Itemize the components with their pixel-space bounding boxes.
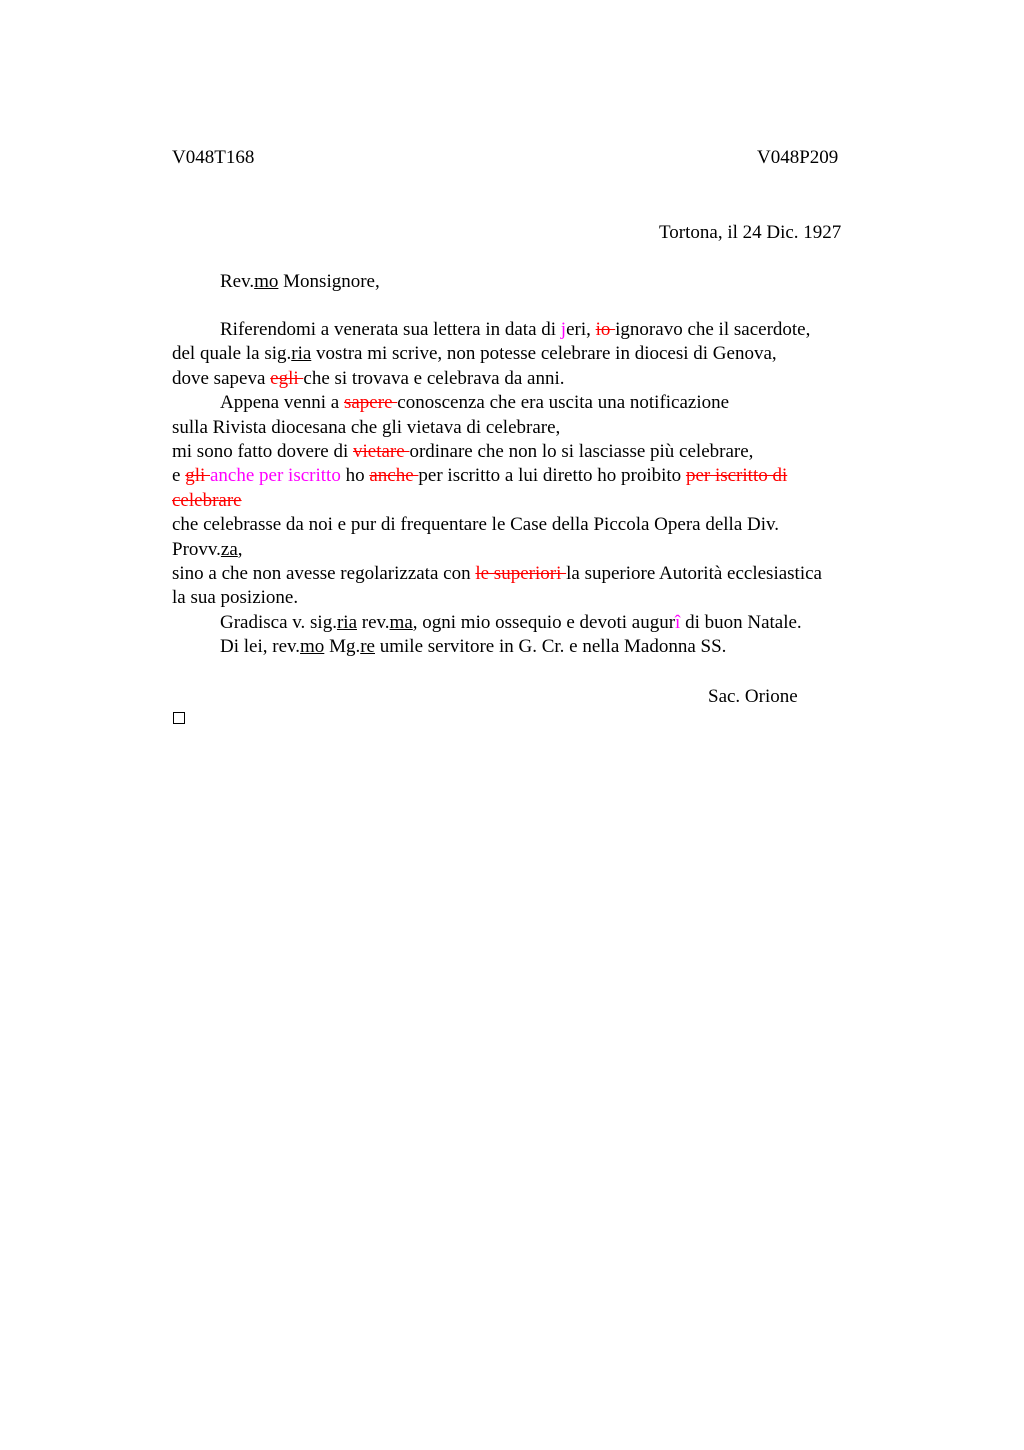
salutation-suffix: Monsignore,: [278, 271, 380, 292]
body-line-3: dove sapeva egli che si trovava e celebrava da anni.: [172, 367, 565, 389]
letter-date: Tortona, il 24 Dic. 1927: [659, 222, 842, 243]
insertion: j: [560, 319, 567, 340]
deletion: celebrare: [172, 489, 242, 511]
deletion: le superiori: [475, 562, 567, 584]
document-reference-right: V048P209: [757, 147, 839, 168]
deletion: egli: [270, 367, 304, 389]
body-line-12: la sua posizione.: [172, 587, 299, 609]
deletion: vietare: [353, 440, 410, 462]
body-line-10: Provv.za,: [172, 538, 243, 560]
body-line-7: e gli anche per iscritto ho anche per iscritto a lui diretto ho proibito per iscritto di: [172, 465, 788, 487]
end-marker-box: [173, 712, 185, 724]
body-line-5: sulla Rivista diocesana che gli vietava di celebrare,: [172, 416, 561, 438]
body-line-14: Di lei, rev.mo Mg.re umile servitore in G. Cr. e nella Madonna SS.: [220, 636, 727, 658]
deletion: per iscritto di: [685, 465, 788, 487]
body-line-11: sino a che non avesse regolarizzata con le superiori la superiore Autorità ecclesiastica: [172, 562, 822, 584]
body-line-13: Gradisca v. sig.ria rev.ma, ogni mio ossequio e devoti augurî di buon Natale.: [220, 611, 802, 633]
body-line-9: che celebrasse da noi e pur di frequentare le Case della Piccola Opera della Div.: [172, 514, 780, 536]
insertion: anche per iscritto: [210, 465, 341, 487]
body-line-6: mi sono fatto dovere di vietare ordinare che non lo si lasciasse più celebrare,: [172, 440, 754, 462]
body-line-1: Riferendomi a venerata sua lettera in data di jeri, io ignoravo che il sacerdote,: [220, 319, 811, 340]
deletion: io: [595, 319, 616, 340]
deletion: gli: [185, 465, 210, 487]
document-reference-left: V048T168: [172, 147, 255, 168]
salutation-abbreviation: mo: [254, 271, 279, 292]
signature: Sac. Orione: [708, 686, 798, 707]
salutation: [220, 270, 380, 294]
salutation-prefix: Rev.: [220, 271, 255, 292]
insertion: î: [675, 611, 681, 633]
letter-body: [172, 318, 892, 659]
body-line-8: [172, 489, 892, 513]
deletion: sapere: [343, 392, 398, 414]
body-line-2: del quale la sig.ria vostra mi scrive, non potesse celebrare in diocesi di Genova,: [172, 343, 777, 365]
body-line-4: Appena venni a sapere conoscenza che era uscita una notificazione: [220, 392, 730, 414]
deletion: anche: [369, 465, 419, 487]
